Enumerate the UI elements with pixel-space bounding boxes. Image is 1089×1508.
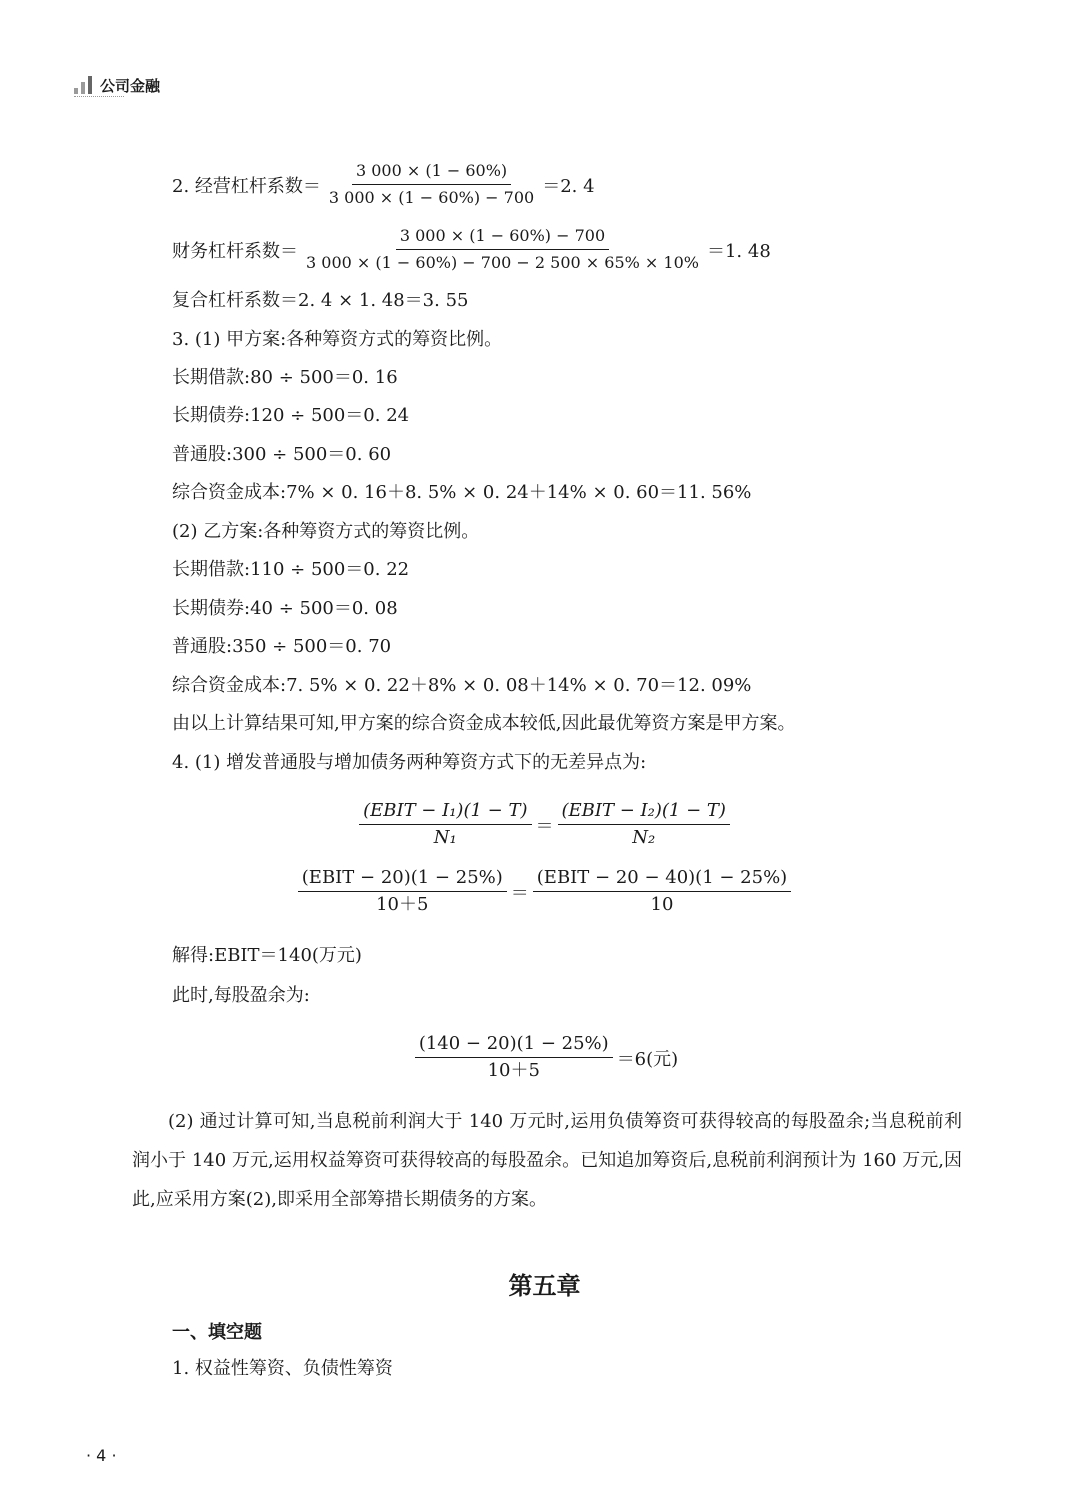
denominator: 10＋5 [376, 894, 429, 915]
header-rule [74, 96, 124, 97]
denominator: N₁ [433, 827, 457, 848]
eq-result: ＝1. 48 [706, 240, 771, 262]
numerator: (EBIT − 20)(1 − 25%) [298, 867, 507, 892]
equals-sign: ＝ [535, 815, 554, 837]
header-bars-icon [74, 76, 92, 94]
eq-label: 财务杠杆系数＝ [172, 240, 298, 262]
right-fraction [533, 867, 791, 916]
text-line: (2) 乙方案:各种筹资方式的筹资比例。 [172, 521, 480, 542]
eps-intro: 此时,每股盈余为: [172, 985, 310, 1006]
eps-equation [0, 1033, 1089, 1082]
text-line: 复合杠杆系数＝2. 4 × 1. 48＝3. 55 [172, 290, 469, 311]
denominator: 10 [650, 894, 674, 915]
denominator: 3 000 × (1 − 60%) − 700 [328, 188, 535, 207]
text-line: 长期借款:80 ÷ 500＝0. 16 [172, 367, 398, 388]
header-title: 公司金融 [100, 76, 161, 95]
left-fraction [298, 867, 507, 916]
operating-leverage-equation [172, 160, 595, 209]
answer-line: 1. 权益性筹资、负债性筹资 [172, 1358, 393, 1379]
text-line: 普通股:300 ÷ 500＝0. 60 [172, 444, 392, 465]
solve-line: 解得:EBIT＝140(万元) [172, 945, 362, 966]
eq-label: 2. 经营杠杆系数＝ [172, 175, 321, 197]
financial-leverage-equation [172, 225, 771, 274]
denominator: 3 000 × (1 − 60%) − 700 − 2 500 × 65% × 10% [306, 253, 699, 272]
text-line: 由以上计算结果可知,甲方案的综合资金成本较低,因此最优筹资方案是甲方案。 [172, 713, 796, 734]
eq-result: ＝2. 4 [542, 175, 595, 197]
numerator: (EBIT − I₁)(1 − T) [359, 800, 531, 825]
denominator: N₂ [632, 827, 656, 848]
denominator: 10＋5 [487, 1060, 540, 1081]
fraction [302, 225, 703, 274]
right-fraction [558, 800, 730, 849]
text-line: 长期债券:40 ÷ 500＝0. 08 [172, 598, 398, 619]
left-fraction [359, 800, 531, 849]
indifference-equation-general [0, 800, 1089, 849]
equals-sign: ＝ [510, 882, 529, 904]
page-number: · 4 · [86, 1446, 117, 1465]
running-header [74, 74, 160, 96]
eq-result: ＝6(元) [616, 1048, 679, 1070]
text-line: 长期借款:110 ÷ 500＝0. 22 [172, 559, 410, 580]
conclusion-paragraph: (2) 通过计算可知,当息税前利润大于 140 万元时,运用负债筹资可获得较高的每股盈余;当息税前利润小于 140 万元,运用权益筹资可获得较高的每股盈余。已知追加筹资后,息税前利润预计为 160 万元,因此,应采用方案(2),即采用全部筹措长期债务的方案。 [132, 1111, 962, 1210]
text-line: 长期债券:120 ÷ 500＝0. 24 [172, 405, 410, 426]
numerator: 3 000 × (1 − 60%) [352, 160, 511, 185]
text-line: 综合资金成本:7. 5% × 0. 22＋8% × 0. 08＋14% × 0. 70＝12. 09% [172, 675, 752, 696]
numerator: (EBIT − 20 − 40)(1 − 25%) [533, 867, 791, 892]
indifference-equation-specific [0, 867, 1089, 916]
numerator: (140 − 20)(1 − 25%) [415, 1033, 613, 1058]
text-line: 综合资金成本:7% × 0. 16＋8. 5% × 0. 24＋14% × 0. 60＝11. 56% [172, 482, 752, 503]
text-line: 普通股:350 ÷ 500＝0. 70 [172, 636, 392, 657]
text-line: 4. (1) 增发普通股与增加债务两种筹资方式下的无差异点为: [172, 752, 647, 773]
section-title: 一、填空题 [172, 1322, 262, 1343]
fraction [415, 1033, 613, 1082]
numerator: 3 000 × (1 − 60%) − 700 [396, 225, 609, 250]
numerator: (EBIT − I₂)(1 − T) [558, 800, 730, 825]
fraction [325, 160, 538, 209]
text-line: 3. (1) 甲方案:各种筹资方式的筹资比例。 [172, 329, 503, 350]
chapter-title: 第五章 [508, 1271, 581, 1300]
